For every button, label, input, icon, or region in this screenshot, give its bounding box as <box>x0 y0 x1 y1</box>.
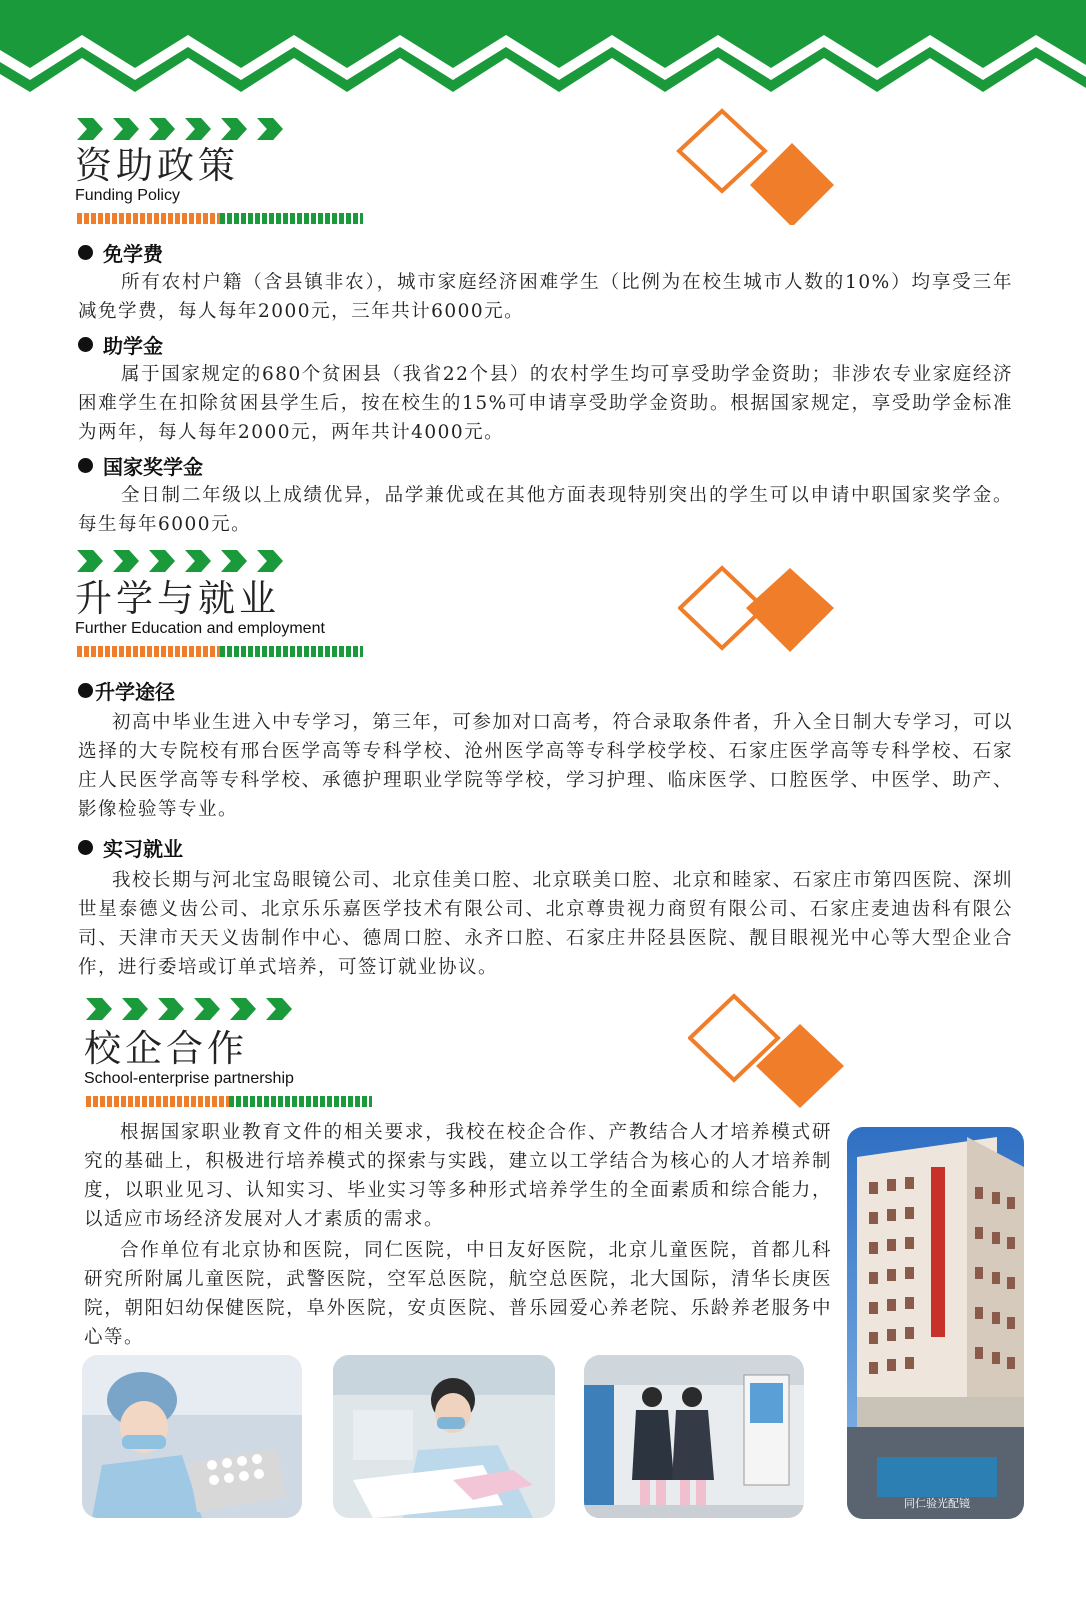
chevron-icon <box>122 998 148 1020</box>
bullet-heading: 助学金 <box>78 330 163 359</box>
bullet-dot-icon <box>78 337 93 352</box>
chevron-icon <box>257 118 283 140</box>
section-title-cooperation: 校企合作 <box>84 1027 248 1070</box>
section-title-funding: 资助政策 <box>75 144 239 187</box>
top-zigzag-banner <box>0 0 1086 110</box>
diamond-decoration <box>678 562 848 682</box>
chevron-icon <box>185 118 211 140</box>
paragraph: 属于国家规定的680个贫困县（我省22个县）的农村学生均可享受助学金资助；非涉农专业家庭经济困难学生在扣除贫困县学生后，按在校生的15%可申请享受助学金资助。根据国家规定，享受助学金标准为两年，每人每年2000元，两年共计4000元。 <box>78 364 1013 443</box>
section-divider <box>77 213 363 224</box>
section-chevrons <box>86 998 292 1020</box>
section-subtitle-cooperation: School-enterprise partnership <box>84 1070 294 1087</box>
bullet-heading: 国家奖学金 <box>78 451 203 480</box>
section-subtitle-further: Further Education and employment <box>75 620 325 637</box>
building-sign-text: 同仁验光配镜 <box>904 1497 970 1510</box>
chevron-icon <box>266 998 292 1020</box>
lab-student-photo <box>82 1355 302 1518</box>
hospital-building-photo <box>847 1127 1024 1519</box>
chevron-icon <box>86 998 112 1020</box>
paragraph: 全日制二年级以上成绩优异，品学兼优或在其他方面表现特别突出的学生可以申请中职国家奖学金。每生每年6000元。 <box>78 485 1013 535</box>
staff-photo <box>584 1355 804 1518</box>
chevron-icon <box>113 550 139 572</box>
bullet-dot-icon <box>78 245 93 260</box>
section-subtitle-funding: Funding Policy <box>75 187 180 204</box>
chevron-icon <box>230 998 256 1020</box>
chevron-icon <box>194 998 220 1020</box>
chevron-icon <box>158 998 184 1020</box>
paragraph: 我校长期与河北宝岛眼镜公司、北京佳美口腔、北京联美口腔、北京和睦家、石家庄市第四医院、深圳世星泰德义齿公司、北京乐乐嘉医学技术有限公司、北京尊贵视力商贸有限公司、石家庄麦迪齿科有限公司、天津市天天义齿制作中心、德周口腔、永齐口腔、石家庄井陉县医院、靓目眼视光中心等大型企业合作，进行委培或订单式培养，可签订就业协议。 <box>78 870 1013 978</box>
bullet-heading: 升学途径 <box>78 676 175 705</box>
bullet-dot-icon <box>78 840 93 855</box>
paragraph: 根据国家职业教育文件的相关要求，我校在校企合作、产教结合人才培养模式研究的基础上，积极进行培养模式的探索与实践，建立以工学结合为核心的人才培养制度，以职业见习、认知实习、毕业实习等多种形式培养学生的全面素质和综合能力，以适应市场经济发展对人才素质的需求。 <box>84 1122 832 1230</box>
section-chevrons <box>77 550 283 572</box>
chevron-icon <box>221 550 247 572</box>
chevron-icon <box>257 550 283 572</box>
section-title-further: 升学与就业 <box>75 577 280 620</box>
chevron-icon <box>77 550 103 572</box>
chevron-icon <box>185 550 211 572</box>
paragraph: 初高中毕业生进入中专学习，第三年，可参加对口高考，符合录取条件者，升入全日制大专学习，可以选择的大专院校有邢台医学高等专科学校、沧州医学高等专科学校学校、石家庄医学高等专科学校、石家庄人民医学高等专科学校、承德护理职业学院等学校，学习护理、临床医学、口腔医学、中医学、助产、影像检验等专业。 <box>78 712 1013 820</box>
student-writing-photo <box>333 1355 555 1518</box>
chevron-icon <box>149 550 175 572</box>
bullet-dot-icon <box>78 683 93 698</box>
paragraph: 所有农村户籍（含县镇非农），城市家庭经济困难学生（比例为在校生城市人数的10%）均享受三年减免学费，每人每年2000元，三年共计6000元。 <box>78 272 1013 322</box>
section-divider <box>86 1096 372 1107</box>
bullet-heading: 免学费 <box>78 238 163 267</box>
chevron-icon <box>221 118 247 140</box>
section-divider <box>77 646 363 657</box>
diamond-decoration <box>688 990 858 1110</box>
bullet-dot-icon <box>78 458 93 473</box>
chevron-icon <box>113 118 139 140</box>
chevron-icon <box>149 118 175 140</box>
section-chevrons <box>77 118 283 140</box>
bullet-heading: 实习就业 <box>78 833 183 862</box>
paragraph: 合作单位有北京协和医院，同仁医院，中日友好医院，北京儿童医院，首都儿科研究所附属儿童医院，武警医院，空军总医院，航空总医院，北大国际，清华长庚医院，朝阳妇幼保健医院，阜外医院，安贞医院、普乐园爱心养老院、乐龄养老服务中心等。 <box>84 1240 832 1348</box>
chevron-icon <box>77 118 103 140</box>
diamond-decoration <box>672 105 842 225</box>
